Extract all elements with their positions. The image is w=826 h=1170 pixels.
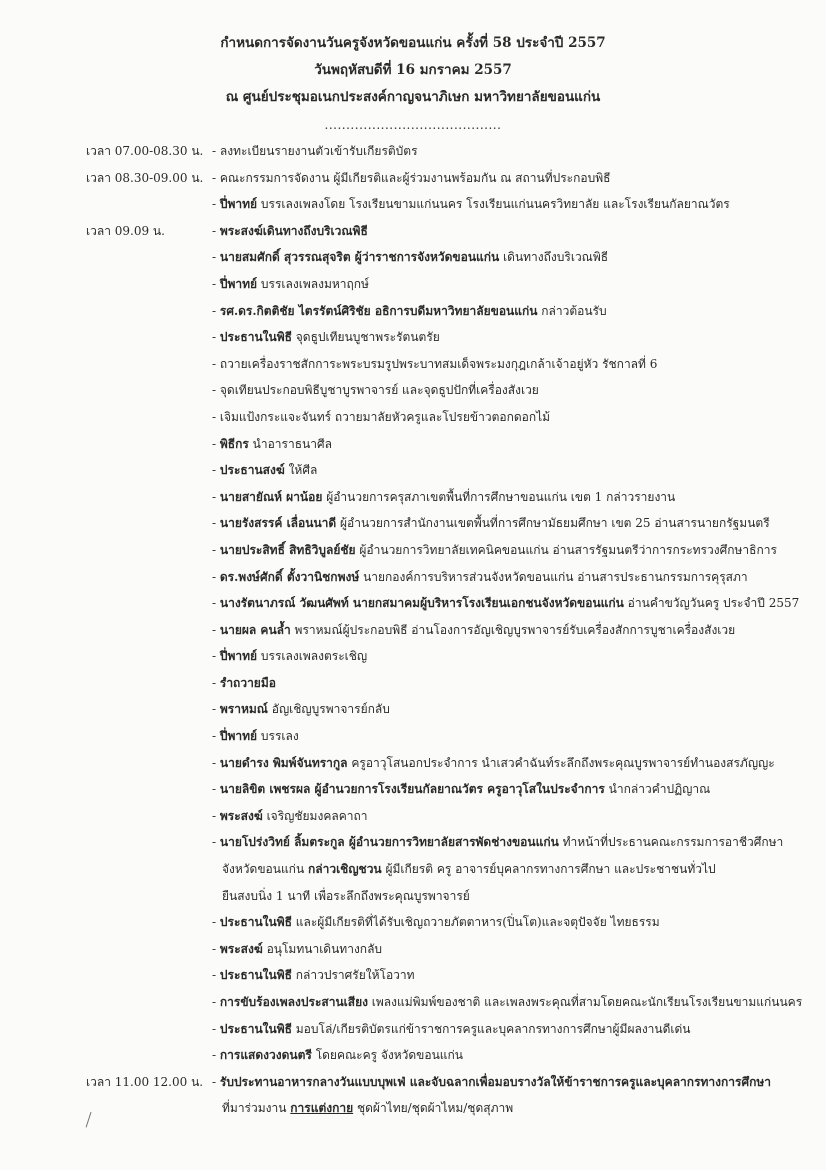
schedule-row: [0, 776, 826, 803]
schedule-row: [0, 1016, 826, 1043]
schedule-item: - ปี่พาทย์ บรรเลงเพลงโดย โรงเรียนขามแก่นนคร โรงเรียนแก่นนครวิทยาลัย และโรงเรียนกัลยาณวัตร: [212, 197, 730, 212]
schedule-row: [0, 537, 826, 564]
schedule-bold-text: นายลิขิต เพชรผล ผู้อำนวยการโรงเรียนกัลยาณวัตร ครูอาวุโสในประจำการ: [219, 782, 605, 797]
schedule-item: - รับประทานอาหารกลางวันแบบบุพเฟ่ และจับฉลากเพื่อมอบรางวัลให้ข้าราชการครูและบุคลากรทางการศึกษา: [212, 1074, 771, 1089]
schedule-row: [0, 1069, 826, 1096]
schedule-row: [0, 218, 826, 245]
schedule-bold-text: นายรังสรรค์ เลื่อนนาดี: [219, 516, 337, 531]
schedule-row: [0, 191, 826, 218]
schedule-text: คณะกรรมการจัดงาน ผู้มีเกียรติและผู้ร่วมงานพร้อมกัน ณ สถานที่ประกอบพิธี: [219, 170, 611, 185]
schedule-text: ผู้มีเกียรติ ครู อาจารย์บุคลากรทางการศึกษา และประชาชนทั่วไป: [381, 862, 716, 877]
schedule-text: ทำหน้าที่ประธานคณะกรรมการอาชีวศึกษา: [558, 835, 784, 850]
schedule-text: ให้ศีล: [284, 463, 318, 478]
schedule-text: บรรเลงเพลงตระเชิญ: [257, 649, 368, 664]
schedule-text: และผู้มีเกียรติที่ได้รับเชิญถวายภัตตาหาร(ปิ่นโต)และจตุปัจจัย ไทยธรรม: [291, 915, 660, 930]
schedule-bold-text: รำถวายมือ: [219, 675, 276, 690]
schedule-bold-text: นายสายัณห์ ผาน้อย: [219, 489, 323, 504]
schedule-row: [0, 936, 826, 963]
schedule-text: ยืนสงบนิ่ง 1 นาที เพื่อระลึกถึงพระคุณบูรพาจารย์: [222, 888, 470, 903]
schedule-bold-text: พิธีกร: [219, 436, 249, 451]
schedule-bold-text: ปี่พาทย์: [219, 197, 258, 212]
schedule-text: ครูอาวุโสนอกประจำการ นำเสวคำฉันท์ระลึกถึงพระคุณบูรพาจารย์ทำนองสรภัญญะ: [347, 755, 775, 770]
schedule-text: จุดเทียนประกอบพิธีบูชาบูรพาจารย์ และจุดธูปปักที่เครื่องสังเวย: [219, 383, 539, 398]
schedule-row: [0, 324, 826, 351]
schedule-row: [0, 484, 826, 511]
schedule-text: กล่าวต้อนรับ: [537, 303, 607, 318]
schedule-item: - นายโปร่งวิทย์ ลิ้มตระกูล ผู้อำนวยการวิทยาลัยสารพัดช่างขอนแก่น ทำหน้าที่ประธานคณะกรรมการอาชีวศึกษา: [212, 835, 784, 850]
schedule-list: [0, 138, 826, 1122]
schedule-bold-text: ประธานในพิธี: [219, 1021, 292, 1036]
schedule-text: อัญเชิญบูรพาจารย์กลับ: [267, 702, 390, 717]
schedule-row: [0, 138, 826, 165]
schedule-text: ผู้อำนวยการครุสภาเขตพื้นที่การศึกษาขอนแก่น เขต 1 กล่าวรายงาน: [322, 489, 676, 504]
schedule-row: [0, 431, 826, 458]
schedule-item: - ปี่พาทย์ บรรเลงเพลงมหาฤกษ์: [212, 276, 369, 291]
schedule-time: เวลา 07.00-08.30 น.: [86, 144, 204, 158]
schedule-time: เวลา 09.09 น.: [86, 223, 165, 238]
schedule-item: - พราหมณ์ อัญเชิญบูรพาจารย์กลับ: [212, 702, 390, 717]
header-divider: .........................................: [324, 118, 502, 132]
schedule-text: กล่าวปราศรัยให้โอวาท: [291, 968, 415, 983]
schedule-bold-text: นายประสิทธิ์ สิทธิวิบูลย์ชัย: [219, 542, 356, 557]
schedule-text: เจิมแป้งกระแจะจันทร์ ถวายมาลัยหัวครูและโปรยข้าวตอกดอกไม้: [219, 409, 551, 424]
schedule-row: [0, 883, 826, 910]
schedule-row: [0, 723, 826, 750]
schedule-item: - การขับร้องเพลงประสานเสียง เพลงแม่พิมพ์ของชาติ และเพลงพระคุณที่สามโดยคณะนักเรียนโรงเรียนขามแก่นนคร: [212, 995, 803, 1009]
schedule-text: โดยคณะครู จังหวัดขอนแก่น: [311, 1048, 463, 1063]
schedule-row: [0, 750, 826, 777]
schedule-bold-text: นางรัตนาภรณ์ วัฒนศัพท์ นายกสมาคมผู้บริหารโรงเรียนเอกชนจังหวัดขอนแก่น: [219, 596, 624, 611]
schedule-bold-text: พราหมณ์: [219, 702, 268, 717]
schedule-text: ชุดผ้าไทย/ชุดผ้าไหม/ชุดสุภาพ: [353, 1101, 514, 1116]
schedule-bold-text: นายสมศักดิ์ สุวรรณสุจริต ผู้ว่าราชการจังหวัดขอนแก่น: [219, 250, 500, 265]
schedule-text: ผู้อำนวยการวิทยาลัยเทคนิคขอนแก่น อ่านสารรัฐมนตรีว่าการกระทรวงศึกษาธิการ: [355, 542, 777, 557]
schedule-row: [0, 909, 826, 936]
schedule-item: [222, 1095, 513, 1122]
schedule-row: [0, 856, 826, 883]
schedule-bold-text: ประธานในพิธี: [219, 915, 292, 930]
schedule-bold-text: ปี่พาทย์: [219, 649, 258, 664]
schedule-text: นายกองค์การบริหารส่วนจังหวัดขอนแก่น อ่านสารประธานกรรมการคุรุสภา: [359, 569, 748, 584]
schedule-item: - นายรังสรรค์ เลื่อนนาดี ผู้อำนวยการสำนักงานเขตพื้นที่การศึกษามัธยมศึกษา เขต 25 อ่านสารนายกรัฐมนตรี: [212, 516, 770, 531]
schedule-item: - ประธานในพิธี และผู้มีเกียรติที่ได้รับเชิญถวายภัตตาหาร(ปิ่นโต)และจตุปัจจัย ไทยธรรม: [212, 915, 660, 930]
schedule-row: [0, 244, 826, 271]
schedule-text: ที่มาร่วมงาน: [222, 1101, 287, 1116]
schedule-bold-text: นายโปร่งวิทย์ ลิ้มตระกูล ผู้อำนวยการวิทยาลัยสารพัดช่างขอนแก่น: [219, 835, 559, 850]
schedule-text: ถวายเครื่องราชสักการะพระบรมรูปพระบาทสมเด็จพระมงกุฎเกล้าเจ้าอยู่หัว รัชกาลที่ 6: [219, 356, 658, 371]
schedule-item: - ลงทะเบียนรายงานตัวเข้ารับเกียรติบัตร: [212, 144, 418, 158]
schedule-text: บรรเลงเพลงโดย โรงเรียนขามแก่นนคร โรงเรียนแก่นนครวิทยาลัย และโรงเรียนกัลยาณวัตร: [257, 197, 730, 212]
schedule-bold-text: ปี่พาทย์: [219, 276, 258, 291]
schedule-time: เวลา 11.00 12.00 น.: [86, 1074, 204, 1089]
schedule-bold-text: พระสงฆ์: [219, 941, 263, 956]
schedule-item: - รศ.ดร.กิตติชัย ไตรรัตน์ศิริชัย อธิการบดีมหาวิทยาลัยขอนแก่น กล่าวต้อนรับ: [212, 303, 607, 318]
schedule-text: เดินทางถึงบริเวณพิธี: [499, 250, 609, 265]
schedule-item: - คณะกรรมการจัดงาน ผู้มีเกียรติและผู้ร่วมงานพร้อมกัน ณ สถานที่ประกอบพิธี: [212, 170, 611, 185]
document-header: [0, 30, 826, 111]
schedule-bold-text: นายดำรง พิมพ์จันทรากูล: [219, 755, 348, 770]
schedule-bold-text: พระสงฆ์เดินทางถึงบริเวณพิธี: [219, 223, 368, 238]
schedule-row: [0, 404, 826, 431]
schedule-item: - นายลิขิต เพชรผล ผู้อำนวยการโรงเรียนกัลยาณวัตร ครูอาวุโสในประจำการ นำกล่าวคำปฏิญาณ: [212, 782, 711, 797]
schedule-bold-text: นายผล คนล้ำ: [219, 622, 291, 637]
schedule-item: - พระสงฆ์เดินทางถึงบริเวณพิธี: [212, 223, 368, 238]
schedule-time: เวลา 08.30-09.00 น.: [86, 170, 204, 185]
schedule-row: [0, 510, 826, 537]
schedule-item: - การแสดงวงดนตรี โดยคณะครู จังหวัดขอนแก่น: [212, 1048, 463, 1063]
schedule-item: - ประธานในพิธี จุดธูปเทียนบูชาพระรัตนตรัย: [212, 330, 440, 345]
schedule-row: [0, 457, 826, 484]
schedule-item: - พระสงฆ์ เจริญชัยมงคลคาถา: [212, 808, 368, 823]
schedule-item: - ประธานในพิธี กล่าวปราศรัยให้โอวาท: [212, 968, 415, 983]
schedule-text: บรรเลงเพลงมหาฤกษ์: [257, 276, 369, 291]
schedule-row: [0, 829, 826, 856]
schedule-item: - ถวายเครื่องราชสักการะพระบรมรูปพระบาทสมเด็จพระมงกุฎเกล้าเจ้าอยู่หัว รัชกาลที่ 6: [212, 356, 658, 371]
schedule-text: ผู้อำนวยการสำนักงานเขตพื้นที่การศึกษามัธยมศึกษา เขต 25 อ่านสารนายกรัฐมนตรี: [336, 516, 770, 531]
schedule-row: [0, 351, 826, 378]
schedule-item: [222, 856, 716, 883]
schedule-bold-text: การขับร้องเพลงประสานเสียง: [219, 995, 368, 1009]
schedule-item: [222, 883, 470, 910]
schedule-row: [0, 564, 826, 591]
schedule-item: - จุดเทียนประกอบพิธีบูชาบูรพาจารย์ และจุดธูปปักที่เครื่องสังเวย: [212, 383, 539, 398]
schedule-row: [0, 1095, 826, 1122]
schedule-row: [0, 1042, 826, 1069]
schedule-bold-text: ประธานในพิธี: [219, 968, 292, 983]
schedule-underlined-text: การแต่งกาย: [290, 1101, 354, 1116]
schedule-text: อนุโมทนาเดินทางกลับ: [262, 941, 383, 956]
schedule-text: ลงทะเบียนรายงานตัวเข้ารับเกียรติบัตร: [219, 144, 418, 158]
schedule-bold-text: ปี่พาทย์: [219, 729, 258, 744]
schedule-text: อ่านคำขวัญวันครู ประจำปี 2557: [623, 596, 800, 611]
header-date: วันพฤหัสบดีที่ 16 มกราคม 2557: [314, 62, 512, 78]
schedule-item: - พระสงฆ์ อนุโมทนาเดินทางกลับ: [212, 941, 383, 956]
schedule-text: เพลงแม่พิมพ์ของชาติ และเพลงพระคุณที่สามโดยคณะนักเรียนโรงเรียนขามแก่นนคร: [367, 995, 803, 1009]
schedule-text: จังหวัดขอนแก่น: [222, 862, 305, 877]
schedule-row: [0, 670, 826, 697]
schedule-row: [0, 643, 826, 670]
schedule-item: - นางรัตนาภรณ์ วัฒนศัพท์ นายกสมาคมผู้บริหารโรงเรียนเอกชนจังหวัดขอนแก่น อ่านคำขวัญวันครู ประจำปี 2557: [212, 596, 800, 611]
schedule-row: [0, 989, 826, 1016]
schedule-bold-text: ประธานสงฆ์: [219, 463, 285, 478]
schedule-row: [0, 271, 826, 298]
schedule-row: [0, 696, 826, 723]
schedule-item: - ประธานในพิธี มอบโล่/เกียรติบัตรแก่ข้าราชการครูและบุคลากรทางการศึกษาผู้มีผลงานดีเด่น: [212, 1021, 691, 1036]
schedule-bold-text: ประธานในพิธี: [219, 330, 292, 345]
schedule-text: นำกล่าวคำปฏิญาณ: [604, 782, 711, 797]
schedule-text: มอบโล่/เกียรติบัตรแก่ข้าราชการครูและบุคลากรทางการศึกษาผู้มีผลงานดีเด่น: [291, 1021, 691, 1036]
schedule-row: [0, 165, 826, 192]
schedule-item: - พิธีกร นำอาราธนาศีล: [212, 436, 332, 451]
schedule-text: เจริญชัยมงคลคาถา: [262, 808, 368, 823]
schedule-item: - เจิมแป้งกระแจะจันทร์ ถวายมาลัยหัวครูและโปรยข้าวตอกดอกไม้: [212, 409, 551, 424]
schedule-item: - ดร.พงษ์ศักดิ์ ตั้งวานิชกพงษ์ นายกองค์การบริหารส่วนจังหวัดขอนแก่น อ่านสารประธานกรรมการคุรุสภา: [212, 569, 748, 584]
schedule-item: - นายดำรง พิมพ์จันทรากูล ครูอาวุโสนอกประจำการ นำเสวคำฉันท์ระลึกถึงพระคุณบูรพาจารย์ทำนองสรภัญญะ: [212, 755, 775, 770]
schedule-row: [0, 617, 826, 644]
schedule-bold-text: ดร.พงษ์ศักดิ์ ตั้งวานิชกพงษ์: [219, 569, 360, 584]
header-title: กำหนดการจัดงานวันครูจังหวัดขอนแก่น ครั้งที่ 58 ประจำปี 2557: [220, 35, 606, 51]
schedule-text: บรรเลง: [257, 729, 299, 744]
schedule-bold-text: การแสดงวงดนตรี: [219, 1048, 312, 1063]
schedule-bold-text: รศ.ดร.กิตติชัย ไตรรัตน์ศิริชัย อธิการบดีมหาวิทยาลัยขอนแก่น: [219, 303, 538, 318]
schedule-bold-text: พระสงฆ์: [219, 808, 263, 823]
schedule-row: [0, 803, 826, 830]
schedule-row: [0, 962, 826, 989]
schedule-item: - นายผล คนล้ำ พราหมณ์ผู้ประกอบพิธี อ่านโองการอัญเชิญบูรพาจารย์รับเครื่องสักการบูชาเครื่องสังเวย: [212, 622, 736, 637]
schedule-item: - นายสายัณห์ ผาน้อย ผู้อำนวยการครุสภาเขตพื้นที่การศึกษาขอนแก่น เขต 1 กล่าวรายงาน: [212, 489, 676, 504]
schedule-item: - นายประสิทธิ์ สิทธิวิบูลย์ชัย ผู้อำนวยการวิทยาลัยเทคนิคขอนแก่น อ่านสารรัฐมนตรีว่าการกระทรวงศึกษาธิการ: [212, 542, 777, 557]
schedule-item: - ปี่พาทย์ บรรเลง: [212, 729, 299, 744]
schedule-row: [0, 298, 826, 325]
schedule-row: [0, 377, 826, 404]
schedule-item: - รำถวายมือ: [212, 675, 276, 690]
schedule-item: - นายสมศักดิ์ สุวรรณสุจริต ผู้ว่าราชการจังหวัดขอนแก่น เดินทางถึงบริเวณพิธี: [212, 250, 609, 265]
schedule-item: - ปี่พาทย์ บรรเลงเพลงตระเชิญ: [212, 649, 368, 664]
schedule-bold-text: รับประทานอาหารกลางวันแบบบุพเฟ่ และจับฉลากเพื่อมอบรางวัลให้ข้าราชการครูและบุคลากรทางการศึกษา: [219, 1074, 771, 1089]
header-venue: ณ ศูนย์ประชุมอเนกประสงค์กาญจนาภิเษก มหาวิทยาลัยขอนแก่น: [225, 89, 601, 105]
schedule-row: [0, 590, 826, 617]
schedule-item: - ประธานสงฆ์ ให้ศีล: [212, 463, 318, 478]
schedule-bold-text: กล่าวเชิญชวน: [307, 862, 382, 877]
schedule-text: พราหมณ์ผู้ประกอบพิธี อ่านโองการอัญเชิญบูรพาจารย์รับเครื่องสักการบูชาเครื่องสังเวย: [290, 622, 736, 637]
schedule-text: จุดธูปเทียนบูชาพระรัตนตรัย: [291, 330, 440, 345]
schedule-text: นำอาราธนาศีล: [248, 436, 332, 451]
